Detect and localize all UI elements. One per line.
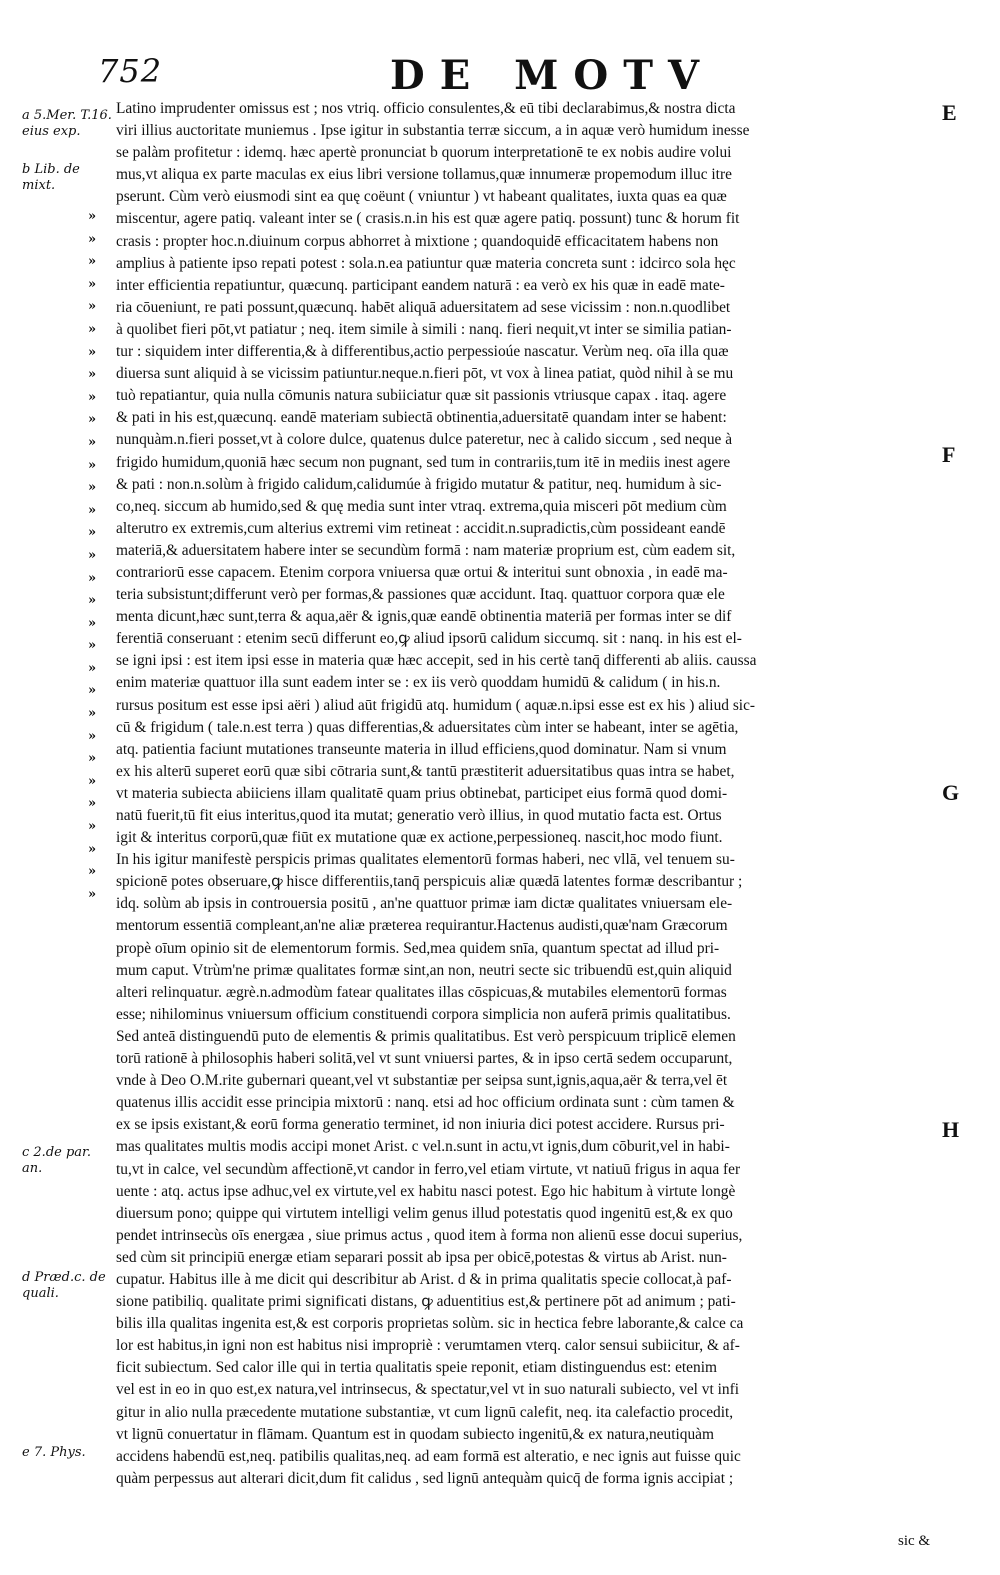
text-line: sione patibiliq. qualitate primi significati distans, ꝙ aduentitius est,& pertinere pōt ad animum ; pati- bbox=[116, 1293, 736, 1311]
text-line: vel est in eo in quo est,ex natura,vel intrinsecus, & spectatur,vel vt in suo naturali subiecto, vel vt infi bbox=[116, 1381, 739, 1399]
quotation-mark: » bbox=[88, 796, 97, 812]
quotation-mark: » bbox=[88, 728, 97, 744]
text-line: mentorum essentiā compleant,an'ne aliæ præterea requirantur.Hactenus audisti,quæ'nam Græcorum bbox=[116, 917, 728, 935]
text-line: alteri relinquatur. ægrè.n.admodùm fatear qualitates illas cōspicuas,& mutabiles elementorū formas bbox=[116, 983, 727, 1001]
text-line: diuersa sunt aliquid à se vicissim patiuntur.neque.n.fieri pōt, vt vox à linea patiat, quòd nihil à se mu bbox=[116, 365, 734, 383]
text-line: tu,vt in calce, vel secundùm affectionē,vt candor in ferro,vel etiam virtute, vt natiuū frigus in aqua fer bbox=[116, 1160, 741, 1178]
quotation-mark: » bbox=[88, 480, 97, 496]
section-letter: E bbox=[942, 100, 957, 125]
section-letter: F bbox=[942, 442, 956, 467]
text-line: contrariorū esse capacem. Etenim corpora vniuersa quæ ortui & interitui sunt obnoxia , in eadē ma- bbox=[116, 563, 728, 581]
text-line: vnde à Deo O.M.rite gubernari queant,vel vt substantiæ per seipsa sunt,ignis,aqua,aër & terra,vel ēt bbox=[116, 1072, 728, 1090]
quotation-mark: » bbox=[88, 502, 97, 518]
text-line: co,neq. siccum ab humido,sed & quę media sunt inter vtraq. extrema,quia misceri pōt medium cùm bbox=[116, 497, 727, 515]
quotation-mark: » bbox=[88, 886, 97, 902]
page-header bbox=[0, 52, 1000, 102]
text-line: Sed anteā distinguendū puto de elementis & primis qualitatibus. Est verò perspicuum triplicē elemen bbox=[116, 1027, 736, 1045]
quotation-mark: » bbox=[88, 864, 97, 880]
text-line: se palàm profitetur : idemq. hæc apertè pronunciat b quorum interpretationē te ex nobis audire volui bbox=[116, 144, 732, 162]
margin-note: e 7. Phys. bbox=[22, 1445, 86, 1460]
catchword: sic & bbox=[898, 1533, 931, 1549]
quotation-mark: » bbox=[88, 231, 97, 247]
text-line: sed cùm sit principiū energæ etiam separari possit ab ipsa per obicē,potestas & virtus ab Arist. nun- bbox=[116, 1248, 727, 1266]
text-line: bilis illa qualitas ingenita est,& est corporis proprietas solùm. sic in hectica febre laborante,& calce ca bbox=[116, 1315, 744, 1333]
quotation-mark: » bbox=[88, 276, 97, 292]
text-line: & pati in his est,quæcunq. eandē materiam subiectā obtinentia,aduersitatē quandam inter se habent: bbox=[116, 409, 727, 427]
quotation-mark: » bbox=[88, 367, 97, 383]
text-line: uente : atq. actus ipse adhuc,vel ex virtute,vel ex habitu nasci potest. Ego hic habitum à virtute longè bbox=[116, 1182, 736, 1200]
text-line: tur : siquidem inter differentia,& à differentibus,actio perpessioúe nascatur. Verùm neq. oīa illa quæ bbox=[116, 343, 729, 361]
text-line: esse; nihilominus vniuersum officium constituendi corpora simplicia non auferā primis qualitatibus. bbox=[116, 1005, 731, 1023]
quotation-mark: » bbox=[88, 773, 97, 789]
text-line: teria subsistunt;differunt verò per formas,& passiones quæ accidunt. Itaq. quattuor corpora quæ ele bbox=[116, 586, 725, 604]
text-line: ferentiā conseruant : etenim secū differunt eo,ꝙ aliud ipsorū calidum siccumq. sit : nanq. in his est el- bbox=[116, 630, 742, 648]
text-line: pendet intrinsecùs oīs energæa , siue primus actus , quod item à forma non alienū esse docui superius, bbox=[116, 1226, 743, 1244]
quotation-mark: » bbox=[88, 434, 97, 450]
text-line: propè oīum opinio sit de elementorum formis. Sed,mea quidem snīa, quantum spectat ad illud pri- bbox=[116, 939, 720, 957]
text-line: lor est habitus,in igni non est habitus nisi impropriè : verumtamen vterq. calor sensui subiicitur, & af- bbox=[116, 1337, 740, 1355]
text-line: spicionē potes obseruare,ꝙ hisce differentiis,tanq̄ perspicuis aliæ quædā latentes formæ describantur ; bbox=[116, 873, 743, 891]
text-line: cupatur. Habitus ille à me dicit qui describitur ab Arist. d & in prima qualitatis specie collocat,à paf- bbox=[116, 1270, 732, 1288]
text-line: amplius à patiente ipso repati potest : sola.n.ea patiuntur quæ materia concreta sunt : idcirco sola hęc bbox=[116, 254, 736, 272]
quotation-mark: » bbox=[88, 547, 97, 563]
text-line: cū & frigidum ( tale.n.est terra ) quas differentias,& aduersitates cùm inter se habeant, inter se agētia, bbox=[116, 718, 739, 736]
text-line: ex se ipsis existant,& eorū forma generatio terminet, id non iniuria dici potest accidere. Rursus pri- bbox=[116, 1116, 725, 1134]
text-line: Latino imprudenter omissus est ; nos vtriq. officio consulentes,& eū tibi declarabimus,& nostra dicta bbox=[116, 100, 736, 117]
text-line: à quolibet fieri pōt,vt patiatur ; neq. item simile à simili : nanq. fieri nequit,vt inter se similia patian- bbox=[116, 320, 732, 338]
quotation-mark-column bbox=[88, 206, 108, 906]
text-line: vt materia subiecta abiiciens illam qualitatē quam prius obtinebat, participet eius formā quod domi- bbox=[116, 784, 728, 802]
margin-note: d Præd.c. de quali. bbox=[22, 1270, 106, 1301]
text-line: quàm perpessus aut alterari dicit,dum fit calidus , sed lignū antequàm quicq̄ de forma ignis accipiat ; bbox=[116, 1469, 734, 1487]
margin-note: b Lib. de mixt. bbox=[22, 162, 80, 193]
text-line: igit & interitus corporū,quæ fiūt ex mutatione quæ ex actione,perpessioneq. nascit,hoc modo fiunt. bbox=[116, 829, 723, 847]
text-line: mas qualitates multis modis accipi monet Arist. c vel.n.sunt in actu,vt ignis,dum cōburit,vel in habi- bbox=[116, 1138, 730, 1156]
text-line: menta dicunt,hæc sunt,terra & aqua,aër & ignis,quæ eandē obtinentia materiā per formas inter se dif bbox=[116, 608, 732, 626]
text-line: alterutro ex extremis,cum alterius extremi vim retineat : accidit.n.supradictis,cùm possideant eandē bbox=[116, 519, 726, 537]
quotation-mark: » bbox=[88, 299, 97, 315]
quotation-mark: » bbox=[88, 615, 97, 631]
text-line: nunquàm.n.fieri posset,vt à colore dulce, quatenus dulce pateretur, nec à calido siccum , sed neque à bbox=[116, 431, 733, 449]
quotation-mark: » bbox=[88, 570, 97, 586]
text-line: rursus positum est esse ipsi aëri ) aliud aūt frigidū atq. humidum ( aquæ.n.ipsi esse est ex his ) aliud sic- bbox=[116, 696, 756, 714]
quotation-mark: » bbox=[88, 706, 97, 722]
text-line: crasis : propter hoc.n.diuinum corpus abhorret à mixtione ; quandoquidē efficacitatem habens non bbox=[116, 232, 719, 250]
running-head: DE MOTV bbox=[390, 52, 715, 99]
quotation-mark: » bbox=[88, 660, 97, 676]
text-line: torū rationē à philosophis haberi solitā,vel vt sunt vniuersi partes, & in ipso certā sedem occuparunt, bbox=[116, 1050, 733, 1068]
text-line: frigido humidum,quoniā hæc secum non pugnant, sed tum in contrariis,tum itē in mediis inest agere bbox=[116, 453, 731, 471]
quotation-mark: » bbox=[88, 751, 97, 767]
text-line: materiā,& aduersitatem habere inter se secundùm formā : nam materiæ proprium est, cùm eadem sit, bbox=[116, 541, 736, 559]
quotation-mark: » bbox=[88, 593, 97, 609]
page-number: 752 bbox=[98, 52, 163, 90]
section-letter: G bbox=[942, 780, 960, 805]
text-line: atq. patientia faciunt mutationes transeunte materia in illud efficiens,quod dominatur. Nam si vnum bbox=[116, 740, 727, 758]
text-line: ria cōueniunt, re pati possunt,quæcunq. habēt aliquā aduersitatem ad sese vicissim : non.n.quodlibet bbox=[116, 298, 731, 316]
text-line: quatenus illis accidit esse principia mixtorū : nanq. etsi ad hoc officium ordinata sunt : cùm tamen & bbox=[116, 1094, 735, 1112]
text-line: mum caput. Vtrùm'ne primæ qualitates formæ sint,an non, neutri secte sic tribuendū est,quin aliquid bbox=[116, 961, 732, 979]
text-line: diuersum pono; quippe qui virtutem intelligi velim genus illud potestatis quod ingenitū est,& ex quo bbox=[116, 1204, 733, 1222]
text-line: inter efficientia repatiuntur, quæcunq. participant eandem naturā : ea verò ex his quæ in eadē mate- bbox=[116, 276, 725, 294]
text-line: ex his alterū superet eorū quæ sibi cōtraria sunt,& tantū præstiterit aduersitatibus quas intra se habet, bbox=[116, 762, 735, 780]
text-line: gitur in alio nulla præcedente mutatione substantiæ, vt cum lignū calefit, neq. ita calefactio procedit, bbox=[116, 1403, 734, 1421]
margin-note: c 2.de par. an. bbox=[22, 1145, 91, 1176]
quotation-mark: » bbox=[88, 638, 97, 654]
text-line: In his igitur manifestè perspicis primas qualitates elementorū formas haberi, nec vllā, vel tenuem su- bbox=[116, 851, 735, 869]
text-line: vt lignū conuertatur in flāmam. Quantum est in quodam subiecto ingenitū,& ex natura,neutiquàm bbox=[116, 1425, 714, 1443]
margin-note: a 5.Mer. T.16. eius exp. bbox=[22, 108, 112, 139]
text-line: natū fuerit,tū fit eius interitus,quod ita mutat; generatio verò illius, in quod mutatio facta est. Ortus bbox=[116, 807, 722, 824]
text-line: & pati : non.n.solùm à frigido calidum,calidumúe à frigido mutatur & patitur, neq. humidum à sic- bbox=[116, 475, 722, 493]
quotation-mark: » bbox=[88, 457, 97, 473]
text-line: mus,vt aliqua ex parte maculas ex eius libri versione tollamus,quæ innumeræ propemodum illuc itre bbox=[116, 166, 732, 184]
quotation-mark: » bbox=[88, 819, 97, 835]
text-line: accidens habendū est,neq. patibilis qualitas,neq. ad eam formā est alteratio, e nec ignis aut fuisse quic bbox=[116, 1447, 741, 1465]
quotation-mark: » bbox=[88, 344, 97, 360]
quotation-mark: » bbox=[88, 525, 97, 541]
section-letter: H bbox=[942, 1117, 960, 1142]
quotation-mark: » bbox=[88, 389, 97, 405]
quotation-mark: » bbox=[88, 683, 97, 699]
text-line: tuò repatiantur, quia nulla cōmunis natura subiiciatur quæ sit passionis vtriusque capax . itaq. agere bbox=[116, 387, 727, 405]
quotation-mark: » bbox=[88, 321, 97, 337]
text-line: pserunt. Cùm verò eiusmodi sint ea quę coëunt ( vniuntur ) vt habeant qualitates, iuxta quas ea quæ bbox=[116, 188, 727, 206]
quotation-mark: » bbox=[88, 412, 97, 428]
text-line: viri illius auctoritate muniemus . Ipse igitur in substantia terræ siccum, a in aquæ verò humidum inesse bbox=[116, 122, 750, 140]
quotation-mark: » bbox=[88, 209, 97, 224]
text-line: ficit subiectum. Sed calor ille qui in tertia qualitatis speie reponit, etiam distinguendus est: etenim bbox=[116, 1359, 717, 1377]
quotation-mark: » bbox=[88, 841, 97, 857]
text-line: se igni ipsi : est item ipsi esse in materia quæ hæc accepit, sed in his certè tanq̄ differenti ab aliis. caussa bbox=[116, 652, 757, 670]
text-line: enim materiæ quattuor illa sunt eadem inter se : ex iis verò quoddam humidū & calidum ( in his.n. bbox=[116, 674, 721, 692]
text-line: miscentur, agere patiq. valeant inter se ( crasis.n.in his est quæ agere patiq. possunt) tunc & horum fit bbox=[116, 210, 740, 228]
body-text bbox=[116, 98, 938, 1490]
text-line: idq. solùm ab ipsis in controuersia positū , an'ne quattuor primæ iam dictæ qualitates vniuersam ele- bbox=[116, 895, 733, 913]
quotation-mark: » bbox=[88, 254, 97, 270]
